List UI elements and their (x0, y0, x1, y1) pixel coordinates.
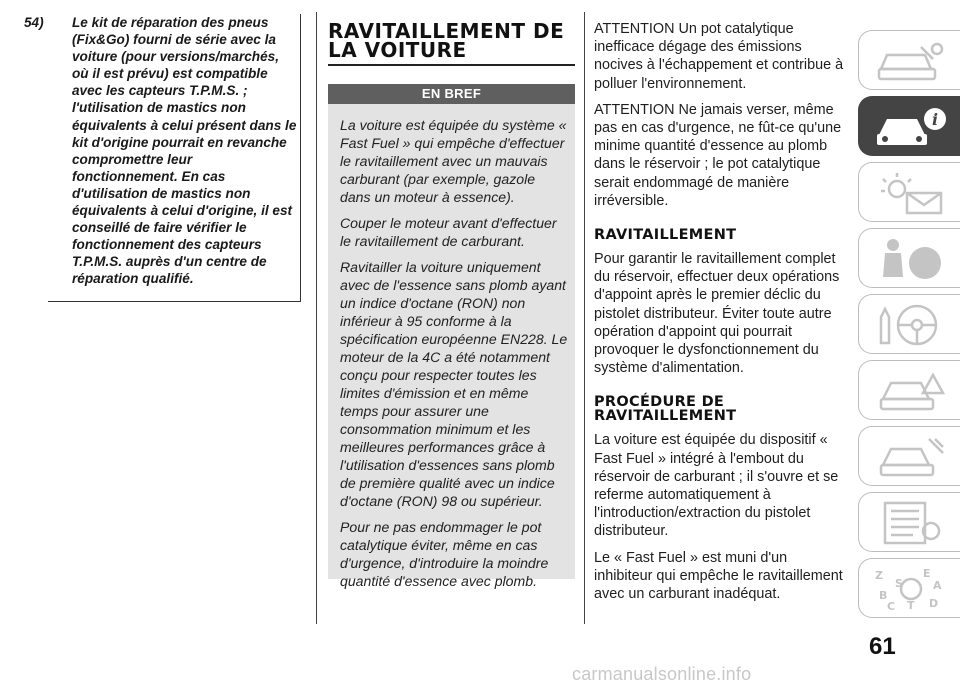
car-info-icon (873, 105, 949, 149)
warning-light-mail-icon (873, 171, 949, 215)
note-text: Le kit de réparation des pneus (Fix&Go) fourni de série avec la voiture (pour versions/marchés, où il est prévu) est compatible avec les capteurs T.P.M.S. ; l'utilisation de mastics non équivalents à celui présent dans le kit d'origine pourrait en revanche compromettre leur fonctionnement. En cas d'utilisation de mastics non équivalents à celui d'origine, il est conseillé de faire vérifier le fonctionnement des capteurs T.P.M.S. auprès d'un centre de réparation qualifié. (72, 15, 297, 287)
tab-safety[interactable] (858, 228, 960, 288)
note-box (24, 14, 301, 302)
alphabetical-index-icon (873, 567, 949, 611)
technical-data-icon (873, 501, 949, 545)
en-bref-box (328, 104, 575, 589)
right-column (594, 20, 844, 611)
heading-ravitaillement: RAVITAILLEMENT (594, 227, 737, 244)
section-title-line1: RAVITAILLEMENT DE (328, 19, 565, 43)
en-bref-header: EN BREF (328, 84, 575, 104)
column-separator (584, 12, 585, 624)
column-separator (316, 12, 317, 624)
watermark: carmanualsonline.info (572, 664, 752, 684)
bref-paragraph: Pour ne pas endommager le pot catalytique éviter, même en cas d'urgence, d'introduire la moindre quantité d'essence avec plomb. (340, 519, 549, 589)
svg-text:D: D (929, 597, 939, 610)
heading-procedure (594, 395, 844, 423)
heading-procedure-line1: PROCÉDURE DE (594, 394, 725, 411)
svg-text:S: S (895, 577, 903, 590)
safety-airbag-icon (873, 237, 949, 281)
note-number: 54) (24, 15, 44, 30)
svg-text:E: E (923, 567, 931, 580)
body-paragraph: Pour garantir le ravitaillement complet du réservoir, effectuer deux opérations d'appoint après le premier déclic du pistolet distributeur. Éviter toute autre opération d'appoint qui pourrait provoquer le dysfonctionnement du système d'alimentation. (594, 251, 840, 377)
page-number: 61 (869, 633, 896, 660)
svg-text:C: C (887, 600, 896, 611)
attention-paragraph: ATTENTION Ne jamais verser, même pas en cas d'urgence, ne fût-ce qu'une minime quantité d'essence au plomb dans le réservoir ; le pot catalytique serait endommagé de manière irréversible. (594, 101, 842, 209)
car-breakdown-icon (873, 369, 949, 413)
body-paragraph: Le « Fast Fuel » est muni d'un inhibiteur qui empêche le ravitaillement avec un carburant inadéquat. (594, 549, 843, 603)
bref-paragraph: Ravitailler la voiture uniquement avec de l'essence sans plomb ayant un indice d'octane (RON) non inférieur à 95 conforme à la spécification européenne EN228. Le moteur de la 4C a été notamment conçu pour respecter toutes les limites d'émission et en même temps pour assurer une consommation minimum et les meilleures performances grâce à l'utilisation d'essences sans plomb de première qualité avec un indice d'octane (RON) 98 ou supérieur. (340, 259, 568, 509)
tab-technical-data[interactable] (858, 492, 960, 552)
svg-text:i: i (931, 110, 939, 129)
heading-procedure-line2: RAVITAILLEMENT (594, 408, 737, 425)
title-rule (328, 64, 575, 66)
bref-paragraph: Couper le moteur avant d'effectuer le ravitaillement de carburant. (340, 215, 557, 249)
attention-paragraph: ATTENTION Un pot catalytique inefficace dégage des émissions nocives à l'échappement et contribue à polluer l'environnement. (594, 21, 844, 92)
body-paragraph: La voiture est équipée du dispositif « Fast Fuel » intégré à l'embout du réservoir de carburant ; il s'ouvre et se referme automatiquement à l'introduction/extraction du pistolet distributeur. (594, 432, 839, 540)
svg-text:A: A (933, 579, 942, 592)
tab-warning-lights[interactable] (858, 162, 960, 222)
main-column (328, 14, 575, 589)
tab-maintenance[interactable] (858, 426, 960, 486)
tab-emergency[interactable] (858, 360, 960, 420)
tab-car-info[interactable] (858, 96, 960, 156)
note-paragraph (24, 14, 300, 288)
svg-text:B: B (879, 589, 888, 602)
tab-index[interactable] (858, 558, 960, 618)
section-title-line2: LA VOITURE (328, 38, 467, 62)
svg-text:Z: Z (875, 569, 883, 582)
svg-text:T: T (907, 599, 915, 611)
steering-wheel-icon (873, 303, 949, 347)
tab-car-dashboard[interactable] (858, 30, 960, 90)
car-maintenance-icon (873, 435, 949, 479)
car-dashboard-icon (873, 39, 949, 83)
section-title (328, 19, 575, 62)
tab-starting-driving[interactable] (858, 294, 960, 354)
bref-paragraph: La voiture est équipée du système « Fast Fuel » qui empêche d'effectuer le ravitaillement avec un mauvais carburant (par exemple, gazole dans un moteur à essence). (340, 117, 567, 205)
